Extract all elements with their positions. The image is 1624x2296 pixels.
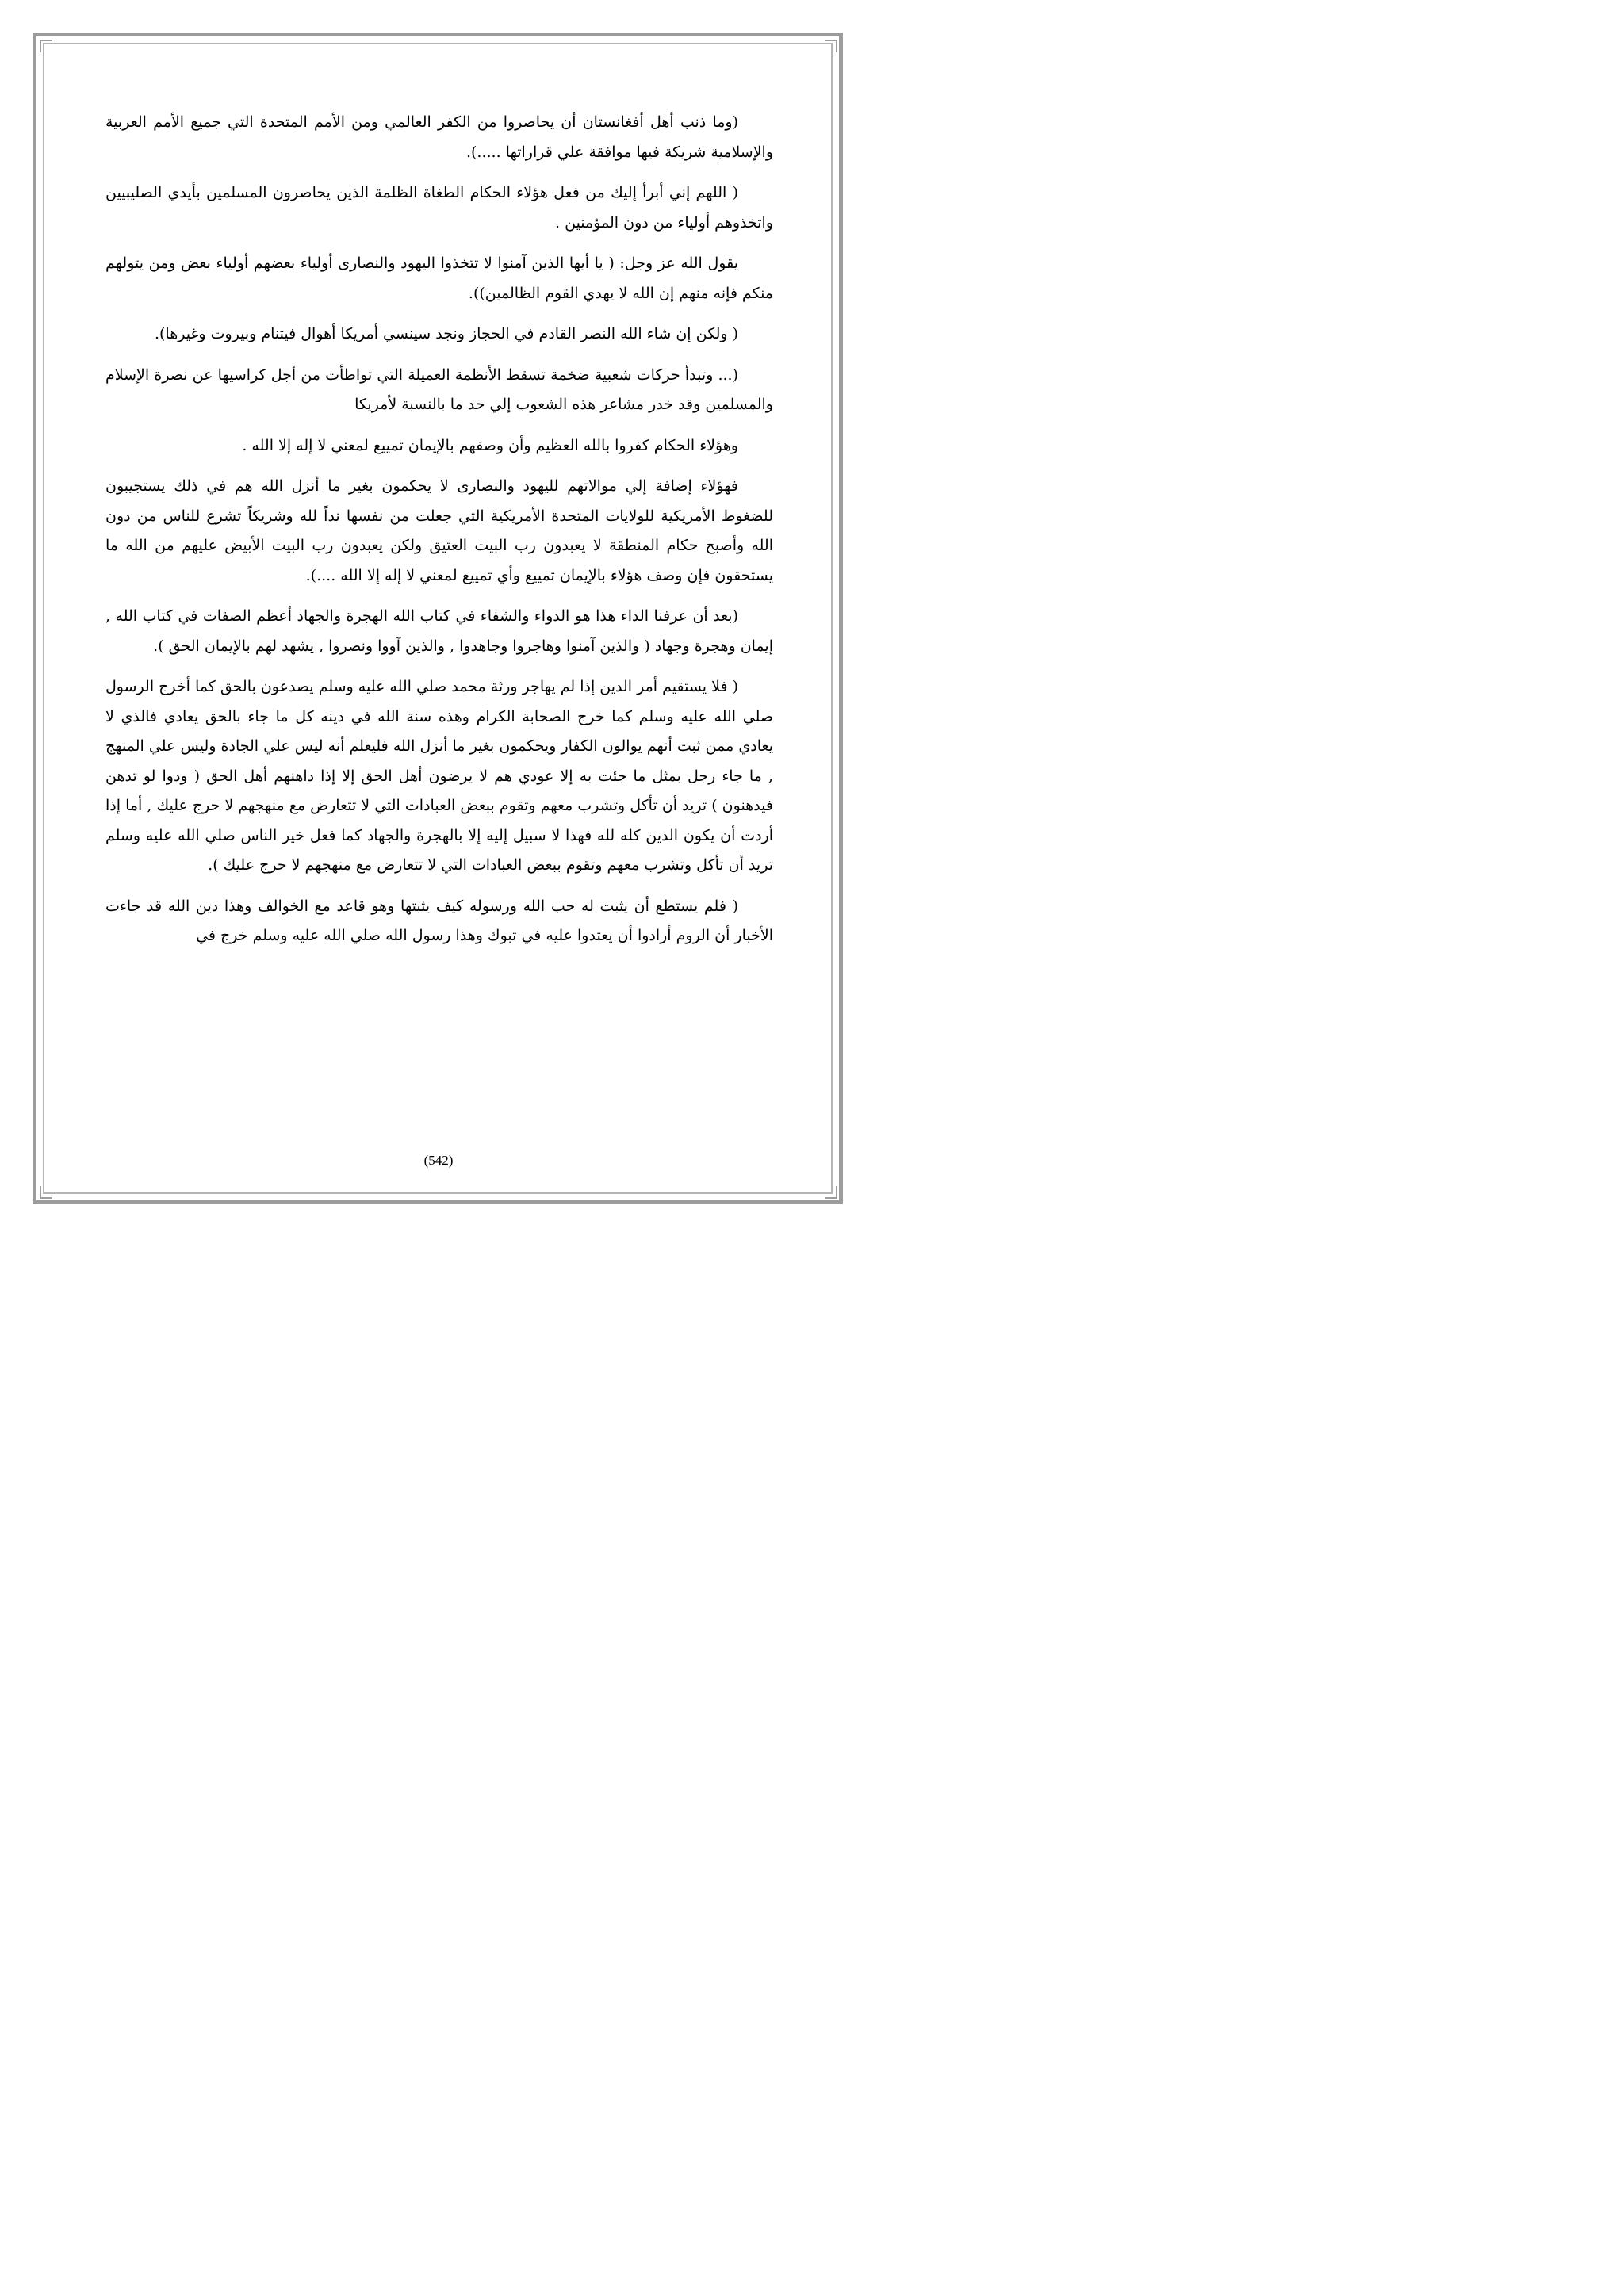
paragraph: يقول الله عز وجل: ( يا أيها الذين آمنوا لا تتخذوا اليهود والنصارى أولياء بعضهم أولياء بعض ومن يتولهم منكم فإنه منهم إن الله لا يهدي القوم الظالمين)). xyxy=(105,254,773,302)
paragraph: ( فلا يستقيم أمر الدين إذا لم يهاجر ورثة محمد صلي الله عليه وسلم يصدعون بالحق كما أخرج الرسول صلي الله عليه وسلم كما خرج الصحابة الكرام وهذه سنة الله في دينه كل ما جاء بالحق يعادي فالذي لا يعادي ممن ثبت أنهم يوالون الكفار ويحكمون بغير ما أنزل الله فليعلم أنه ليس علي الجادة وليس علي المنهج , ما جاء رجل بمثل ما جئت به إلا عودي هم لا يرضون أهل الحق إلا إذا داهنهم أهل الحق ( ودوا لو تدهن فيدهنون ) تريد أن تأكل وتشرب معهم وتقوم ببعض العبادات التي لا تتعارض مع منهجهم لا حرج عليك , أما إذا أردت أن يكون الدين كله لله فهذا لا سبيل إليه إلا بالهجرة والجهاد كما فعل خير الناس صلي الله عليه وسلم تريد أن تأكل وتشرب معهم وتقوم ببعض العبادات التي لا تتعارض مع منهجهم لا حرج عليك ). xyxy=(105,678,773,874)
paragraph: ( ولكن إن شاء الله النصر القادم في الحجاز ونجد سينسي أمريكا أهوال فيتنام وبيروت وغيرها). xyxy=(154,325,738,342)
corner-ornament-bottom-right xyxy=(825,1186,837,1199)
paragraph: ( فلم يستطع أن يثبت له حب الله ورسوله كيف يثبتها وهو قاعد مع الخوالف وهذا دين الله قد جاءت الأخبار أن الروم أرادوا أن يعتدوا عليه في تبوك وهذا رسول الله صلي الله عليه وسلم خرج في xyxy=(105,897,773,944)
paragraph: (وما ذنب أهل أفغانستان أن يحاصروا من الكفر العالمي ومن الأمم المتحدة التي جميع الأمم العربية والإسلامية شريكة فيها موافقة علي قراراتها .....). xyxy=(105,113,773,161)
corner-ornament-bottom-left xyxy=(40,1186,52,1199)
paragraph: ( اللهم إني أبرأ إليك من فعل هؤلاء الحكام الطغاة الظلمة الذين يحاصرون المسلمين بأيدي الصليبيين واتخذوهم أولياء من دون المؤمنين . xyxy=(105,184,773,232)
paragraph: فهؤلاء إضافة إلي موالاتهم لليهود والنصارى لا يحكمون بغير ما أنزل الله هم في ذلك يستجيبون للضغوط الأمريكية للولايات المتحدة الأمريكية التي جعلت من نفسها نداً لله وشريكاً تشرع للناس من دون الله وأصبح حكام المنطقة لا يعبدون رب البيت العتيق ولكن يعبدون رب البيت الأبيض عليهم من الله ما يستحقون فإن وصف هؤلاء بالإيمان تمييع وأي تمييع لمعني لا إله إلا الله ....). xyxy=(105,477,773,584)
paragraph: (بعد أن عرفنا الداء هذا هو الدواء والشفاء في كتاب الله الهجرة والجهاد أعظم الصفات في كتاب الله , إيمان وهجرة وجهاد ( والذين آمنوا وهاجروا وجاهدوا , والذين آووا ونصروا , يشهد لهم بالإيمان الحق ). xyxy=(105,607,773,655)
page-number: (542) xyxy=(423,1153,454,1168)
corner-ornament-top-left xyxy=(40,40,52,52)
page-body xyxy=(105,108,773,962)
paragraph: (... وتبدأ حركات شعبية ضخمة تسقط الأنظمة العميلة التي تواطأت من أجل كراسيها عن نصرة الإسلام والمسلمين وقد خدر مشاعر هذه الشعوب إلي حد ما بالنسبة لأمريكا xyxy=(105,365,773,413)
paragraph: وهؤلاء الحكام كفروا بالله العظيم وأن وصفهم بالإيمان تمييع لمعني لا إله إلا الله . xyxy=(242,436,738,454)
corner-ornament-top-right xyxy=(825,40,837,52)
